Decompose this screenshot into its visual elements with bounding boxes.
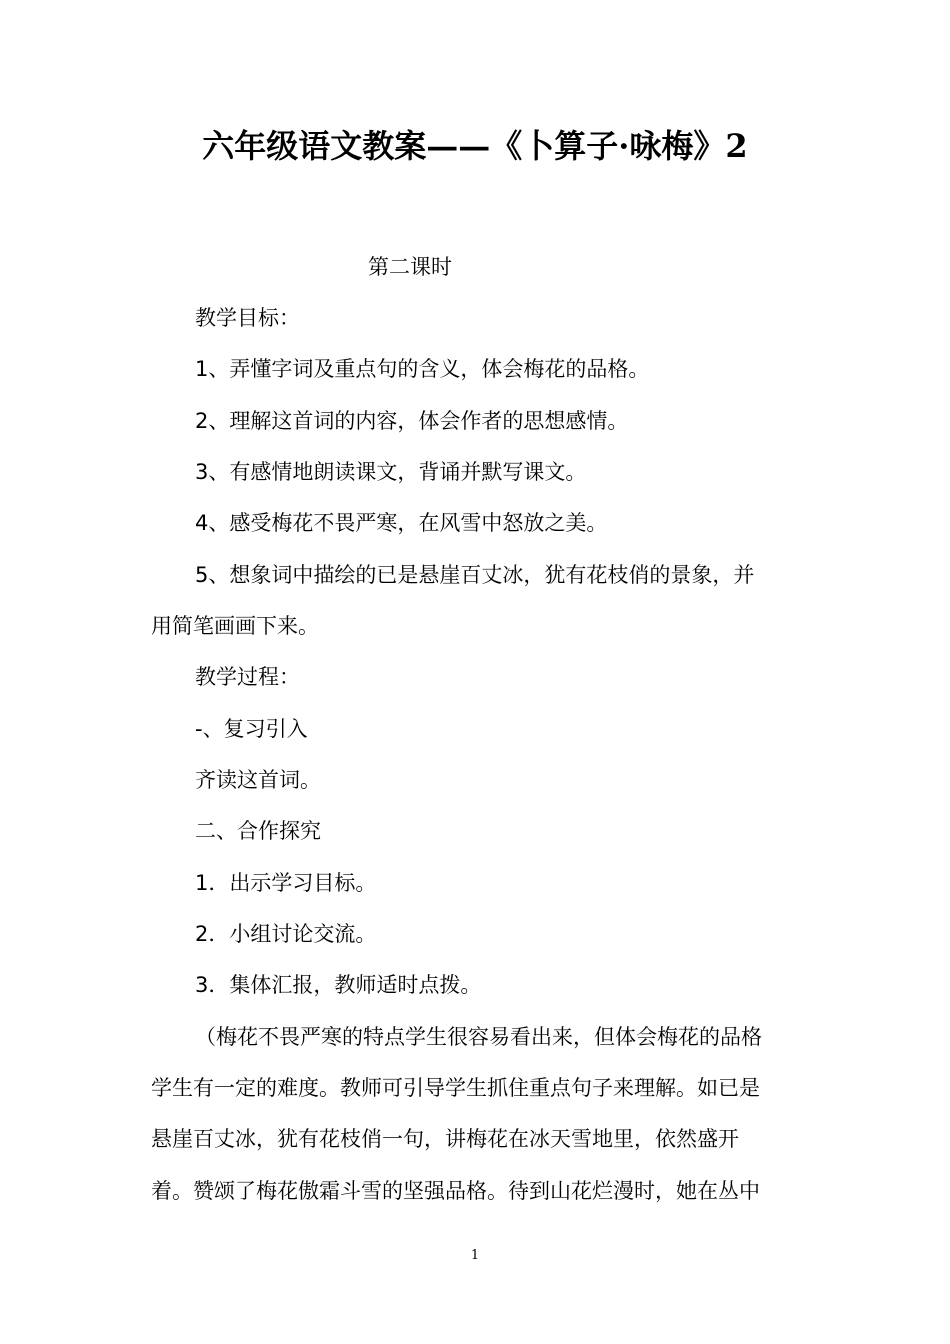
goal-item-4: 4、感受梅花不畏严寒，在风雪中怒放之美。 xyxy=(195,511,608,535)
process-step-2: 二、合作探究 xyxy=(195,819,321,843)
process-substep-1: 1．出示学习目标。 xyxy=(195,871,377,895)
page-number: 1 xyxy=(470,1248,480,1263)
goal-item-1: 1、弄懂字词及重点句的含义，体会梅花的品格。 xyxy=(195,357,650,381)
goal-item-2: 2、理解这首词的内容，体会作者的思想感情。 xyxy=(195,409,629,433)
paragraph-line: 学生有一定的难度。教师可引导学生抓住重点句子来理解。如已是 xyxy=(151,1076,760,1100)
section-heading-goals: 教学目标： xyxy=(195,306,300,330)
section-heading-process: 教学过程： xyxy=(195,665,300,689)
lesson-subtitle: 第二课时 xyxy=(368,255,452,279)
document-title: 六年级语文教案——《卜算子·咏梅》2 xyxy=(202,127,748,165)
process-step-1: -、复习引入 xyxy=(195,717,308,741)
paragraph-line: 悬崖百丈冰，犹有花枝俏一句，讲梅花在冰天雪地里，依然盛开 xyxy=(151,1127,739,1151)
goal-item-5: 5、想象词中描绘的已是悬崖百丈冰，犹有花枝俏的景象，并 xyxy=(195,563,755,587)
process-substep-2: 2．小组讨论交流。 xyxy=(195,922,377,946)
goal-item-5-continued: 用简笔画画下来。 xyxy=(151,614,319,638)
paragraph-line: （梅花不畏严寒的特点学生很容易看出来，但体会梅花的品格 xyxy=(195,1025,762,1049)
process-substep-3: 3．集体汇报，教师适时点拨。 xyxy=(195,973,482,997)
goal-item-3: 3、有感情地朗读课文，背诵并默写课文。 xyxy=(195,460,587,484)
process-step-1-text: 齐读这首词。 xyxy=(195,768,321,792)
paragraph-line: 着。赞颂了梅花傲霜斗雪的坚强品格。待到山花烂漫时，她在丛中 xyxy=(151,1179,760,1203)
